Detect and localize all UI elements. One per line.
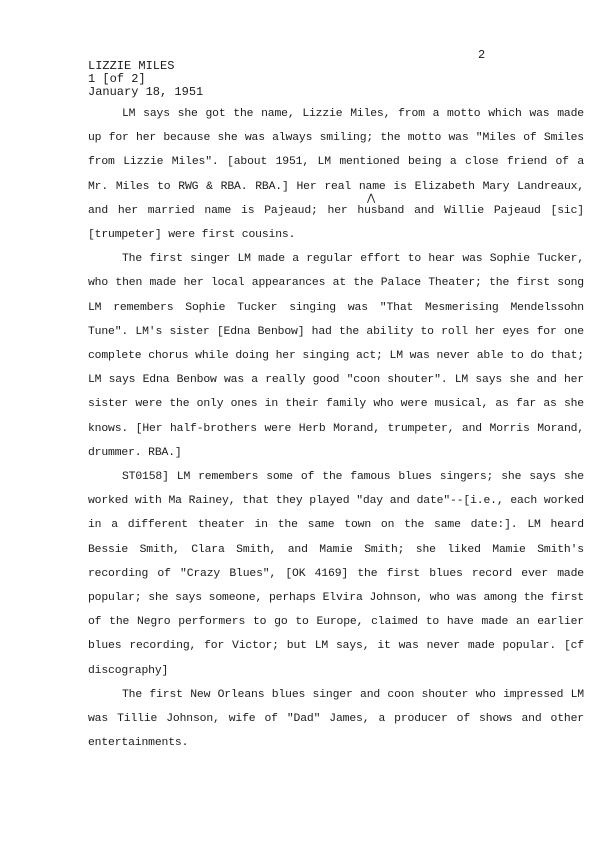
paragraph-first-singer: The first singer LM made a regular effort to hear was Sophie Tucker, who then made her local appearances at the Palace Theater; the first song LM remembers Sophie Tucker singing was "That Mesmerising Mendelssohn Tune". LM's sister [Edna Benbow] had the ability to roll her eyes for one complete chorus while doing her singing act; LM was never able to do that; LM says Edna Benbow was a really good "coon shouter". LM says she and her sister were the only ones in their family who were musical, as far as she knows. [Her half-brothers were Herb Morand, trumpeter, and Morris Morand, drummer. RBA.] bbox=[88, 253, 584, 459]
document-header bbox=[88, 60, 203, 99]
header-date: January 18, 1951 bbox=[88, 85, 204, 99]
header-part: 1 [of 2] bbox=[88, 72, 146, 86]
paragraph-new-orleans-singer: The first New Orleans blues singer and coon shouter who impressed LM was Tillie Johnson, wife of "Dad" James, a producer of shows and other entertainments. bbox=[88, 688, 584, 750]
paragraph-name-origin: LM says she got the name, Lizzie Miles, from a motto which was made up for her because she was always smiling; the motto was "Miles of Smiles from Lizzie Miles". [about 1951, LM mentioned being a close friend of a Mr. Miles to RWG & RBA. RBA.] Her real name is Elizabeth Mary Landreaux, and her married name is Pajeaud; her husband and Willie Pajeaud [sic] [trumpeter] were first cousins. bbox=[88, 108, 584, 242]
header-subject: LIZZIE MILES bbox=[88, 59, 175, 73]
paragraph-blues-singers: ST0158] LM remembers some of the famous blues singers; she says she worked with Ma Rainey, that they played "day and date"--[i.e., each worked in a different theater in the same town on the same date:]. LM heard Bessie Smith, Clara Smith, and Mamie Smith; she liked Mamie Smith's recording of "Crazy Blues", [OK 4169] the first blues record ever made popular; she says someone, perhaps Elvira Johnson, who was among the first of the Negro performers to go to Europe, claimed to have made an earlier blues recording, for Victor; but LM says, it was never made popular. [cf discography] bbox=[88, 471, 584, 677]
page-number: 2 bbox=[478, 48, 486, 62]
transcript-body bbox=[88, 102, 584, 755]
handwritten-caret-mark: ⋀ bbox=[367, 194, 376, 205]
